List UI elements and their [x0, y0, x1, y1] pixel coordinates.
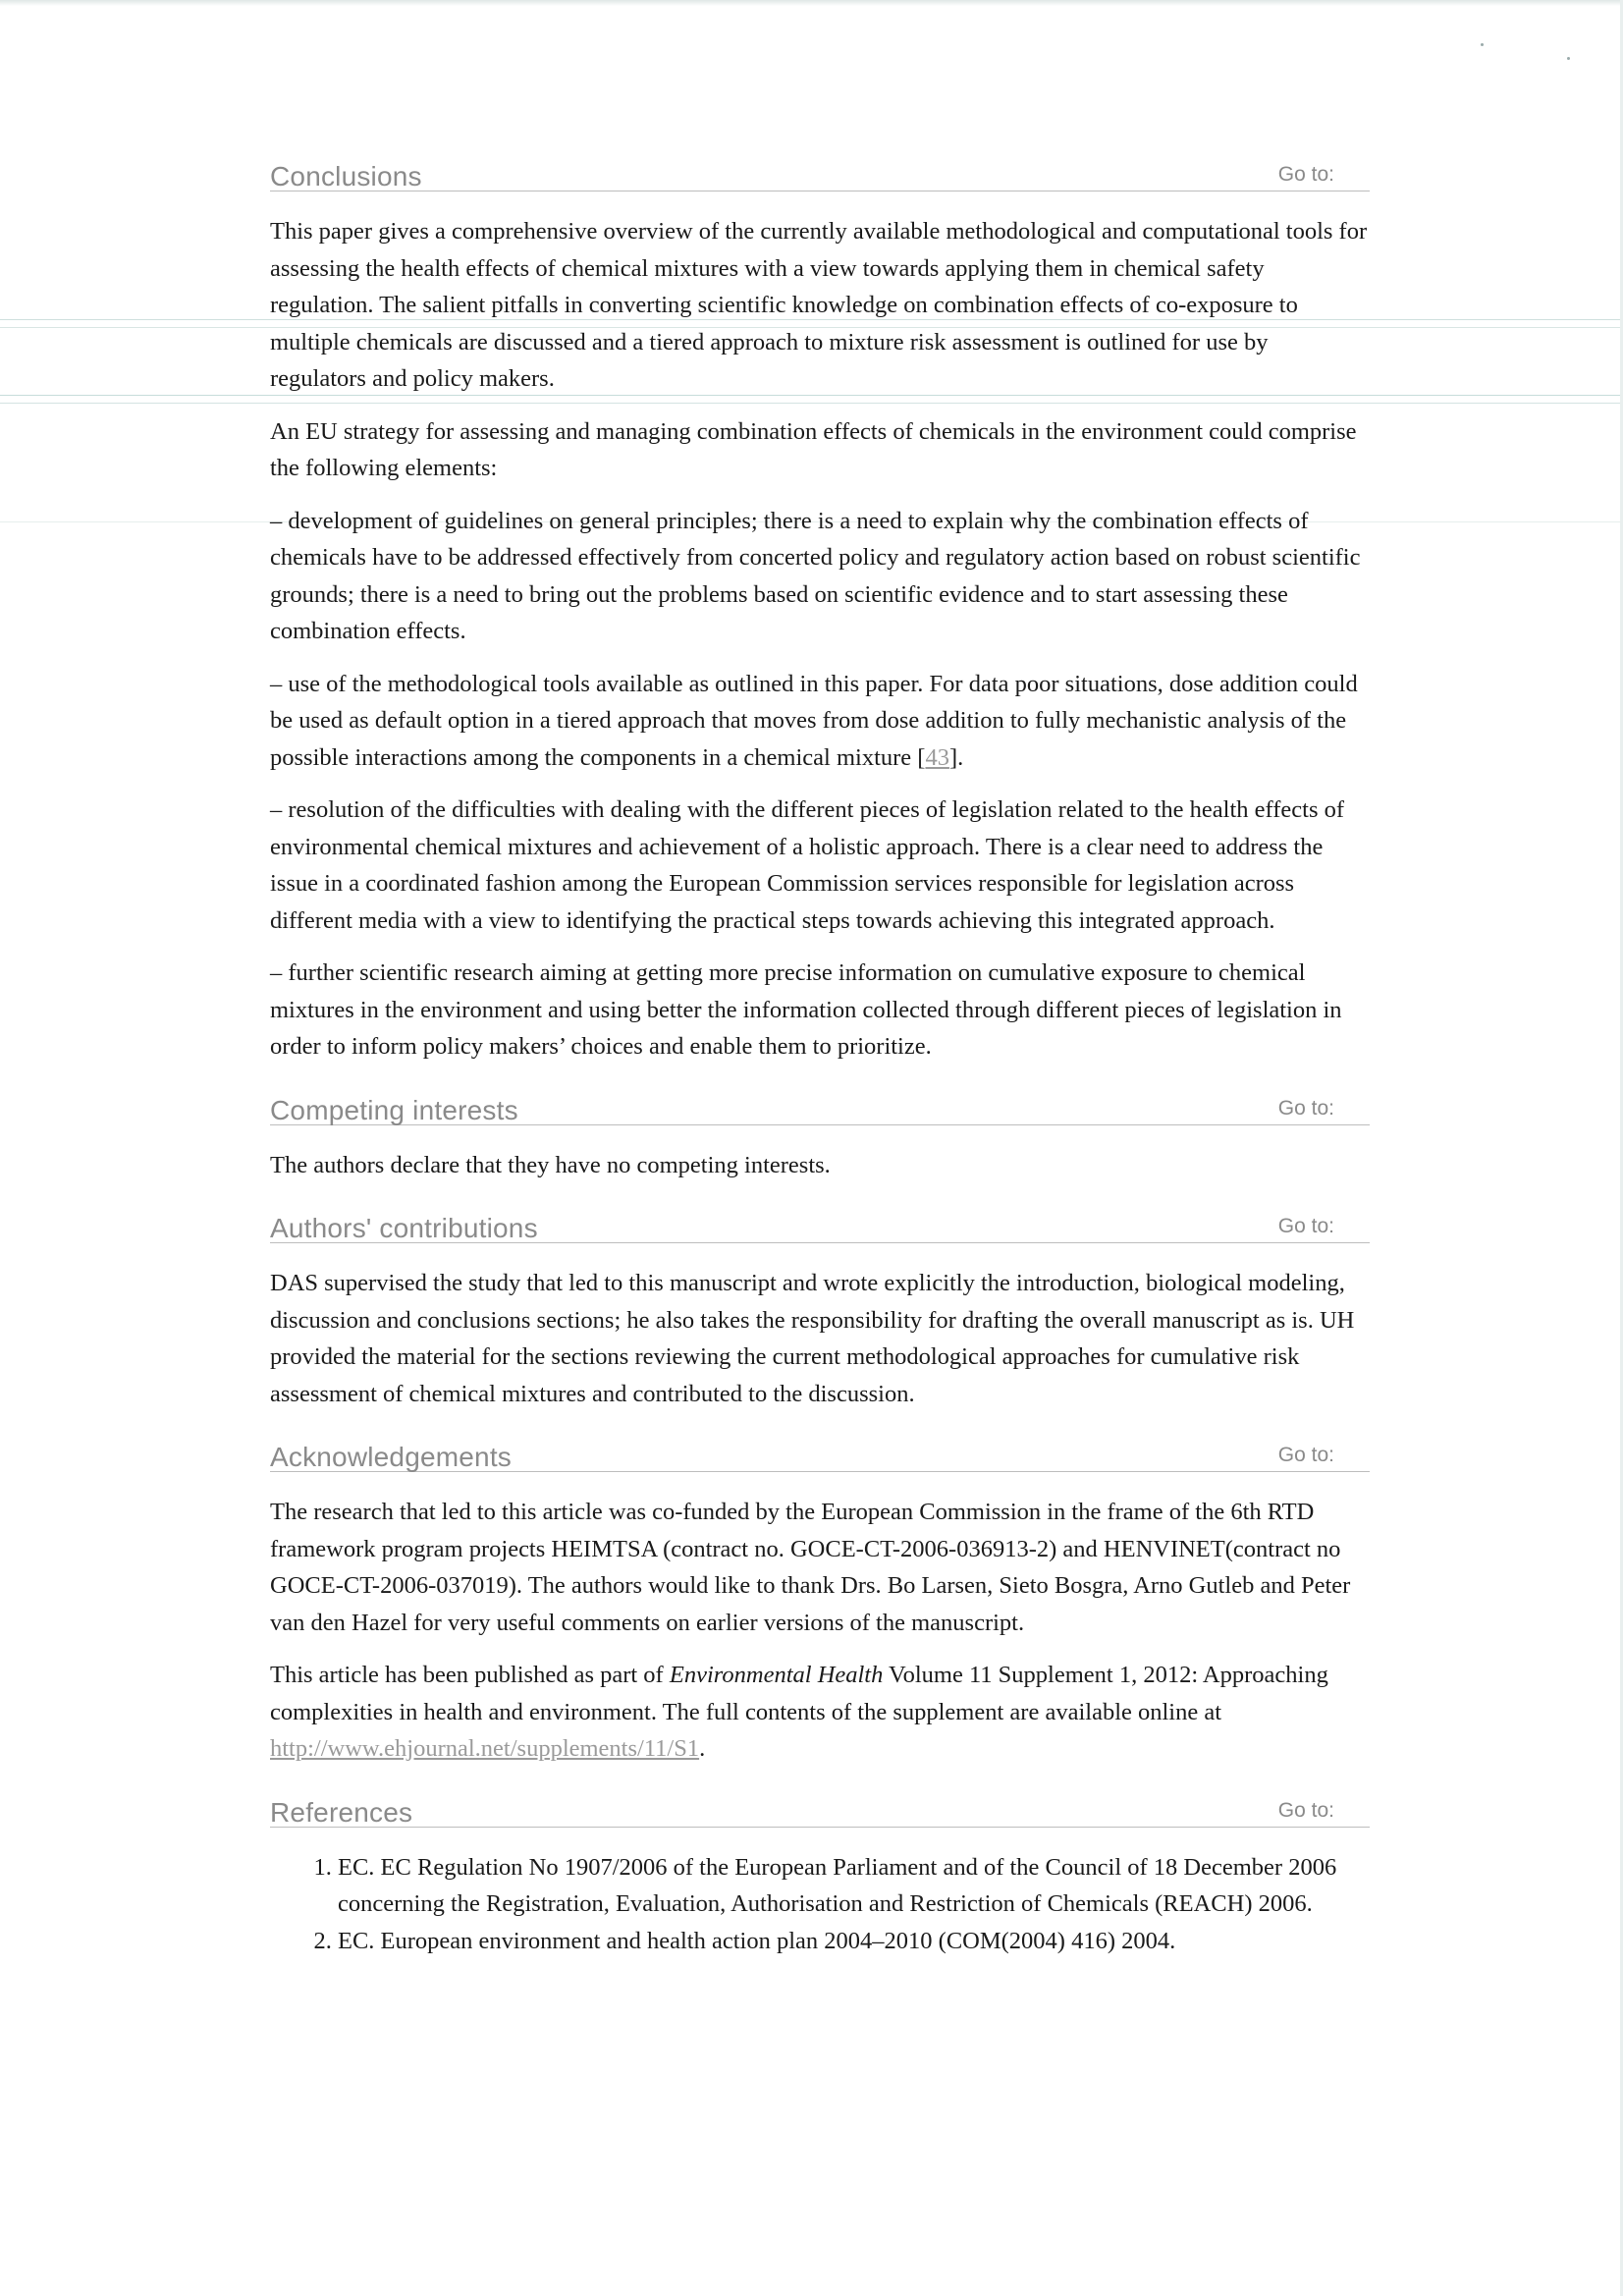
goto-link[interactable]: Go to:: [1277, 163, 1334, 186]
paragraph-text-end: ].: [948, 743, 964, 771]
paragraph: [270, 1657, 1370, 1768]
section-header: [270, 1428, 1370, 1472]
goto-link[interactable]: Go to:: [1277, 1798, 1334, 1822]
paragraph-text: – use of the methodological tools available as outlined in this paper. For data poor situations, dose addition could be used as default option in a tiered approach that moves from dose addition to fully mechanistic analysis of the possible interactions among the components in a chemical mixture [: [270, 670, 1358, 771]
section-title: Authors' contributions: [270, 1213, 538, 1243]
section-header: [270, 147, 1370, 191]
section-title: Conclusions: [270, 161, 422, 191]
paragraph: An EU strategy for assessing and managing combination effects of chemicals in the environment could comprise the following elements:: [270, 417, 1357, 481]
paragraph: The authors declare that they have no competing interests.: [270, 1151, 831, 1178]
paragraph: DAS supervised the study that led to this manuscript and wrote explicitly the introduction, biological modeling, discussion and conclusions sections; he also takes the responsibility for drafting the overall manuscript as is. UH provided the material for the sections reviewing the current methodological approaches for cumulative risk assessment of chemical mixtures and contributed to the discussion.: [270, 1270, 1355, 1407]
paragraph: The research that led to this article was co-funded by the European Commission in the frame of the 6th RTD framework program projects HEIMTSA (contract no. GOCE-CT-2006-036913-2) and HENVINET(contract no GOCE-CT-2006-037019). The authors would like to thank Drs. Bo Larsen, Sieto Bosgra, Arno Gutleb and Peter van den Hazel for very useful comments on earlier versions of the manuscript.: [270, 1499, 1351, 1636]
goto-link[interactable]: Go to:: [1277, 1215, 1334, 1237]
scan-edge-top: [0, 0, 1623, 6]
section-title: References: [270, 1796, 413, 1828]
reference-item: 2. EC. European environment and health action plan 2004–2010 (COM(2004) 416) 2004.: [338, 1923, 1370, 1960]
section-title: Competing interests: [270, 1094, 518, 1125]
section-header: [270, 1081, 1370, 1125]
section-conclusions: [270, 147, 1370, 1066]
reference-list: [270, 1849, 1370, 1960]
paragraph: – development of guidelines on general principles; there is a need to explain why the combination effects of chemicals have to be addressed effectively from concerted policy and regulatory action based on robust scientific grounds; there is a need to bring out the problems based on scientific evidence and to start assessing these combination effects.: [270, 507, 1361, 644]
article-body: [270, 147, 1370, 1959]
section-acknowledgements: [270, 1428, 1370, 1768]
section-header: [270, 1199, 1370, 1243]
scan-speck: [1567, 57, 1570, 60]
section-references: [270, 1783, 1370, 1960]
paragraph: This paper gives a comprehensive overview of the currently available methodological and computational tools for assessing the health effects of chemical mixtures with a view towards applying them in chemical safety regulation. The salient pitfalls in converting scientific knowledge on combination effects of co-exposure to multiple chemicals are discussed and a tiered approach to mixture risk assessment is outlined for use by regulators and policy makers.: [270, 218, 1368, 392]
paragraph: [270, 666, 1370, 777]
goto-link[interactable]: Go to:: [1277, 1096, 1334, 1120]
journal-name: Environmental Health: [669, 1662, 884, 1688]
section-header: [270, 1783, 1370, 1828]
section-title: Acknowledgements: [270, 1442, 512, 1472]
paragraph-text: This article has been published as part of: [270, 1662, 670, 1688]
section-competing-interests: [270, 1081, 1370, 1184]
reference-link[interactable]: 43: [925, 743, 949, 771]
scan-speck: [1481, 43, 1484, 46]
paragraph-text-end: .: [699, 1735, 706, 1762]
paragraph: – resolution of the difficulties with dealing with the different pieces of legislation related to the health effects of environmental chemical mixtures and achievement of a holistic approach. There is a clear need to address the issue in a coordinated fashion among the European Commission services responsible for legislation across different media with a view to identifying the practical steps towards achieving this integrated approach.: [270, 796, 1345, 934]
goto-link[interactable]: Go to:: [1277, 1444, 1334, 1466]
supplement-url-link[interactable]: http://www.ehjournal.net/supplements/11/S1: [270, 1735, 700, 1762]
paragraph: – further scientific research aiming at getting more precise information on cumulative exposure to chemical mixtures in the environment and using better the information collected through different pieces of legislation in order to inform policy makers’ choices and enable them to prioritize.: [270, 959, 1342, 1060]
reference-item: 1. EC. EC Regulation No 1907/2006 of the European Parliament and of the Council of 18 December 2006 concerning the Registration, Evaluation, Authorisation and Restriction of Chemicals (REACH) 2006.: [338, 1849, 1370, 1923]
paragraph-text: Volume 11 Supplement 1, 2012: Approaching complexities in health and environment. The full contents of the supplement are available online at: [270, 1662, 1328, 1725]
section-authors-contributions: [270, 1199, 1370, 1412]
